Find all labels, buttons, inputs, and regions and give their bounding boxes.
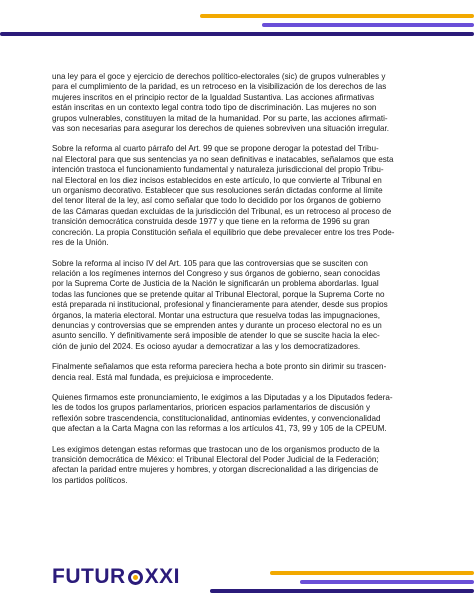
paragraph-art-99: Sobre la reforma al cuarto párrafo del Art. 99 que se propone derogar la potestad del Tribu- nal Electoral para que sus sentencias ya no sean definitivas e inatacables, señalamos que esta intención trastoca el funcionamiento fundamental y naturaleza jurisdiccional del propio Tribu- nal Electoral en los diez incisos establecidos en este artículo, lo que convierte al Tribunal en un organismo decorativo. Establecer que sus resoluciones serán dictadas conforme al límite del tenor literal de la ley, así como señalar que todo lo decidido por los órganos de gobierno de las Cámaras quedan excluidas de la jurisdicción del Tribunal, es un retroceso al proceso de transición democrática construida desde 1977 y que tiene en la reforma de 1996 su gran concreción. La propia Constitución señala el equilibrio que debe prevalecer entre los tres Pode- res de la Unión.: [52, 144, 395, 248]
top-stripe-purple: [0, 32, 474, 36]
paragraph-paridad: una ley para el goce y ejercicio de derechos político-electorales (sic) de grupos vulnerables y para el cumplimiento de la paridad, es un retroceso en la visibilización de los derechos de las mujeres inscritos en el principio rector de la Igualdad Sustantiva. Las acciones afirmativas están inscritas en un contexto legal contra todo tipo de discriminación. Las mujeres no son grupos vulnerables, constituyen la mitad de la humanidad. Por su parte, las acciones afirmati- vas son necesarias para asegurar los derechos de quienes sobreviven una situación irregular.: [52, 72, 389, 134]
paragraph-quienes-firmamos: Quienes firmamos este pronunciamiento, le exigimos a las Diputadas y a los Diputados federa- les de todos los grupos parlamentarios, prioricen espacios parlamentarios de discusión y reflexión sobre trascendencia, constitucionalidad, antinomias evidentes, y convencionalidad que afectan a la Carta Magna con las reformas a los artículos 41, 73, 99 y 105 de la CPEUM.: [52, 392, 393, 434]
futuro-xxi-logo: [52, 565, 180, 589]
bottom-stripe-violet: [300, 580, 474, 584]
paragraph-art-105: Sobre la reforma al inciso IV del Art. 105 para que las controversias que se susciten con relación a los regímenes internos del Congreso y sus órganos de gobierno, sean conocidas por la Suprema Corte de Justicia de la Nación le significarán un problema abordarlas. Igual todas las funciones que se pretende quitar al Tribunal Electoral, porque la Suprema Corte no está preparada ni institucional, profesional y financieramente para atender, desde sus propios órganos, la materia electoral. Montar una estructura que resuelva todas las impugnaciones, denuncias y controversias que se emprenden antes y durante un proceso electoral no es un asunto sencillo. Y definitivamente será imposible de atender lo que se suscite hacia la elec- ción de junio del 2024. Es ocioso ayudar a democratizar a las y los democratizadores.: [52, 258, 388, 351]
bottom-stripe-orange: [270, 571, 474, 575]
document-body: [52, 72, 430, 496]
top-stripe-orange: [200, 14, 474, 18]
logo-o-icon: [128, 570, 143, 585]
logo-text-right: XXI: [144, 565, 181, 588]
paragraph-finalmente: Finalmente señalamos que esta reforma pareciera hecha a bote pronto sin dirimir su trascen- dencia real. Está mal fundada, es prejuiciosa e improcedente.: [52, 362, 387, 382]
bottom-stripe-purple: [210, 589, 474, 593]
logo-text-left: FUTUR: [52, 565, 126, 588]
paragraph-les-exigimos: Les exigimos detengan estas reformas que trastocan uno de los organismos producto de la transición democrática de México: el Tribunal Electoral del Poder Judicial de la Federación; afectan la paridad entre mujeres y hombres, y otorgan discrecionalidad a las dirigencias de los partidos políticos.: [52, 444, 380, 485]
top-stripe-violet: [262, 23, 474, 27]
